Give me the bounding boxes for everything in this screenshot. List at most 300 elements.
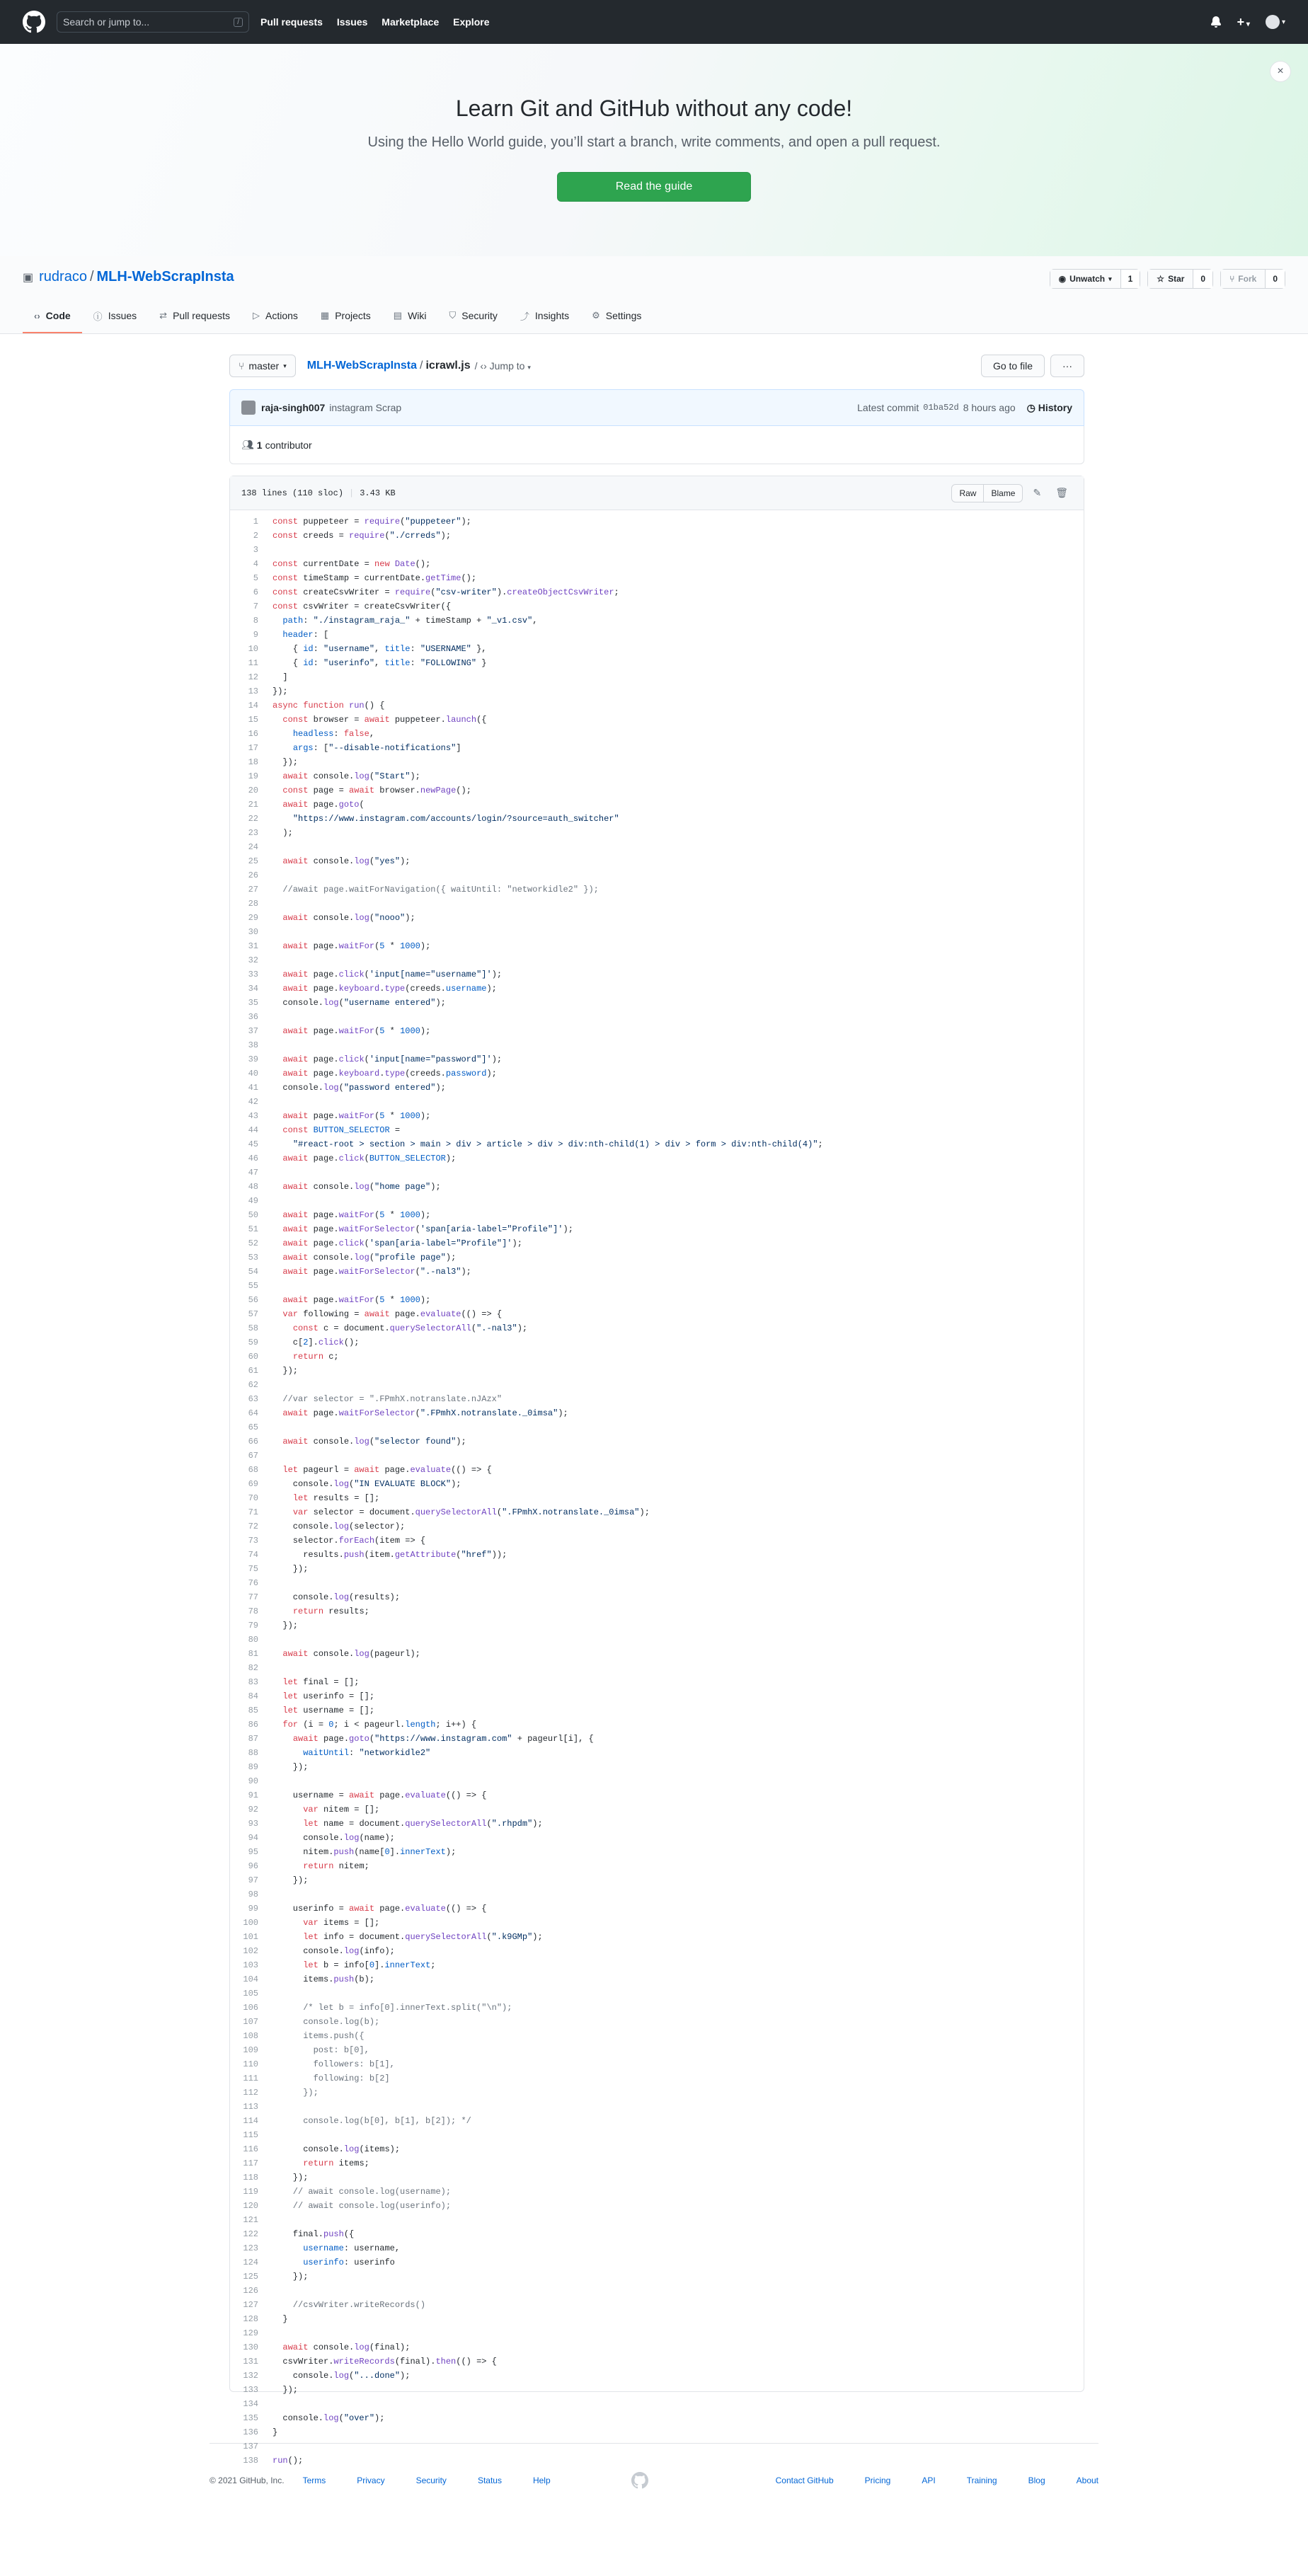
- line-number[interactable]: 97: [248, 1875, 258, 1885]
- avatar: [1266, 15, 1280, 29]
- code-token: run: [272, 2456, 288, 2466]
- line-number[interactable]: 111: [243, 2074, 258, 2083]
- line-number[interactable]: 138: [243, 2456, 258, 2466]
- line-number[interactable]: 86: [248, 1720, 258, 1730]
- code-line: [230, 967, 1084, 982]
- line-number[interactable]: 102: [243, 1946, 258, 1956]
- line-number[interactable]: 55: [248, 1281, 258, 1291]
- line-number[interactable]: 89: [248, 1762, 258, 1772]
- blame-button[interactable]: Blame: [984, 484, 1023, 502]
- unwatch-button[interactable]: [1050, 269, 1141, 289]
- line-number[interactable]: 45: [248, 1139, 258, 1149]
- code-token: "yes": [374, 856, 401, 866]
- code-token: console.: [313, 913, 355, 923]
- line-number[interactable]: 101: [243, 1932, 258, 1942]
- branch-icon: ⑂: [239, 360, 245, 372]
- code-token: evaluate: [410, 1465, 452, 1475]
- line-number[interactable]: 103: [243, 1960, 258, 1970]
- code-token: [272, 1960, 303, 1970]
- line-code: [265, 2454, 303, 2468]
- line-number[interactable]: 110: [243, 2059, 258, 2069]
- line-number[interactable]: 52: [248, 1238, 258, 1248]
- line-number[interactable]: 108: [243, 2031, 258, 2041]
- code-token: waitFor: [338, 1210, 375, 1220]
- code-token: following: b[2]: [272, 2074, 390, 2083]
- tab-actions[interactable]: [241, 299, 309, 333]
- line-number[interactable]: 135: [243, 2413, 258, 2423]
- star-button[interactable]: [1147, 269, 1213, 289]
- line-number[interactable]: 1: [253, 517, 258, 527]
- footer-link-blog[interactable]: Blog: [1028, 2476, 1045, 2485]
- line-number[interactable]: 130: [243, 2342, 258, 2352]
- line-number[interactable]: 23: [248, 828, 258, 838]
- code-token: await: [282, 1154, 314, 1163]
- code-token: );: [374, 2413, 385, 2423]
- line-number[interactable]: 60: [248, 1352, 258, 1362]
- line-number[interactable]: 56: [248, 1295, 258, 1305]
- line-number[interactable]: 63: [248, 1394, 258, 1404]
- line-number[interactable]: 75: [248, 1564, 258, 1574]
- line-number[interactable]: 61: [248, 1366, 258, 1376]
- line-number[interactable]: 64: [248, 1408, 258, 1418]
- code-token: *: [384, 1295, 401, 1305]
- line-number[interactable]: 122: [243, 2229, 258, 2239]
- line-number[interactable]: 117: [243, 2158, 258, 2168]
- code-token: args: [292, 743, 314, 753]
- line-number[interactable]: 38: [248, 1040, 258, 1050]
- tab-wiki[interactable]: [382, 299, 438, 333]
- code-token: await: [354, 1465, 385, 1475]
- footer-link-status[interactable]: Status: [477, 2476, 502, 2485]
- line-number[interactable]: 4: [253, 559, 258, 569]
- line-number[interactable]: 39: [248, 1054, 258, 1064]
- code-line: [230, 2086, 1084, 2100]
- code-token: [272, 1465, 282, 1475]
- code-token: await: [282, 1182, 314, 1192]
- nav-issues[interactable]: Issues: [336, 16, 368, 28]
- line-number[interactable]: 95: [248, 1847, 258, 1857]
- line-number[interactable]: 10: [248, 644, 258, 654]
- code-line: [230, 1250, 1084, 1265]
- line-number[interactable]: 133: [243, 2385, 258, 2395]
- line-number[interactable]: 137: [243, 2442, 258, 2451]
- code-token: waitFor: [338, 1111, 375, 1121]
- line-number[interactable]: 113: [243, 2102, 258, 2112]
- tab-insights[interactable]: [509, 299, 580, 333]
- code-line: [230, 1732, 1084, 1746]
- go-to-file-button[interactable]: Go to file: [981, 355, 1045, 377]
- divider: |: [349, 488, 355, 498]
- create-new-icon[interactable]: + ▾: [1237, 14, 1250, 29]
- line-code: [265, 2128, 272, 2142]
- line-number[interactable]: 9: [253, 630, 258, 640]
- code-token: let: [282, 1465, 304, 1475]
- line-number[interactable]: 42: [248, 1097, 258, 1107]
- line-number[interactable]: 91: [248, 1790, 258, 1800]
- line-number[interactable]: 73: [248, 1536, 258, 1546]
- line-number[interactable]: 78: [248, 1606, 258, 1616]
- breadcrumb-separator: /: [420, 360, 423, 372]
- tab-pull-requests[interactable]: [148, 299, 241, 333]
- code-token: browser =: [313, 715, 365, 725]
- line-number[interactable]: 93: [248, 1819, 258, 1829]
- github-mark-icon[interactable]: [631, 2472, 648, 2489]
- line-number[interactable]: 96: [248, 1861, 258, 1871]
- close-banner-button[interactable]: ×: [1270, 61, 1291, 82]
- line-number[interactable]: 5: [253, 573, 258, 583]
- line-number[interactable]: 47: [248, 1168, 258, 1178]
- line-number[interactable]: 11: [248, 658, 258, 668]
- jump-to-menu[interactable]: [475, 360, 531, 372]
- footer-link-help[interactable]: Help: [532, 2476, 551, 2485]
- line-number[interactable]: 40: [248, 1069, 258, 1079]
- line-number[interactable]: 20: [248, 786, 258, 795]
- code-token: // await console.log(userinfo);: [272, 2201, 452, 2211]
- pencil-icon[interactable]: ✎: [1033, 487, 1042, 498]
- fork-count[interactable]: 0: [1265, 270, 1285, 288]
- search-input[interactable]: [57, 11, 249, 33]
- line-number[interactable]: 7: [253, 602, 258, 611]
- jump-to-label: Jump to: [489, 360, 525, 372]
- code-token: (: [369, 1437, 375, 1447]
- code-token: {: [272, 644, 304, 654]
- line-number[interactable]: 121: [243, 2215, 258, 2225]
- code-line: [230, 939, 1084, 953]
- line-number[interactable]: 51: [248, 1224, 258, 1234]
- line-number[interactable]: 85: [248, 1706, 258, 1715]
- nav-marketplace[interactable]: Marketplace: [382, 16, 440, 28]
- code-token: );: [405, 913, 415, 923]
- line-number[interactable]: 6: [253, 587, 258, 597]
- code-line: [230, 953, 1084, 967]
- line-number[interactable]: 71: [248, 1507, 258, 1517]
- tab-projects[interactable]: [309, 299, 382, 333]
- code-token: [272, 729, 293, 739]
- code-line: [230, 1066, 1084, 1081]
- line-number[interactable]: 90: [248, 1776, 258, 1786]
- line-number[interactable]: 62: [248, 1380, 258, 1390]
- line-number[interactable]: 116: [243, 2144, 258, 2154]
- code-line: [230, 1123, 1084, 1137]
- code-line: [230, 1406, 1084, 1420]
- fork-button[interactable]: [1220, 269, 1285, 289]
- footer-link-privacy[interactable]: Privacy: [357, 2476, 385, 2485]
- bell-icon[interactable]: [1210, 16, 1222, 28]
- file-actions: [951, 484, 1072, 502]
- contributors-bar[interactable]: [229, 426, 1084, 464]
- code-token: console.: [313, 856, 355, 866]
- line-number[interactable]: 67: [248, 1451, 258, 1461]
- user-menu[interactable]: [1266, 15, 1285, 29]
- line-number[interactable]: 12: [248, 672, 258, 682]
- trash-icon[interactable]: 🗑︎: [1055, 487, 1068, 498]
- line-number[interactable]: 14: [248, 701, 258, 711]
- line-number[interactable]: 87: [248, 1734, 258, 1744]
- line-number[interactable]: 33: [248, 970, 258, 979]
- code-token: ".k9GMp": [491, 1932, 533, 1942]
- code-token: await: [282, 1295, 314, 1305]
- line-number[interactable]: 84: [248, 1691, 258, 1701]
- code-token: 1000: [400, 1210, 420, 1220]
- line-number[interactable]: 76: [248, 1578, 258, 1588]
- line-number[interactable]: 127: [243, 2300, 258, 2310]
- line-number[interactable]: 17: [248, 743, 258, 753]
- line-number[interactable]: 128: [243, 2314, 258, 2324]
- repo-owner-link[interactable]: rudraco: [39, 269, 87, 284]
- line-number[interactable]: 104: [243, 1974, 258, 1984]
- repo-name-link[interactable]: MLH-WebScrapInsta: [96, 269, 234, 284]
- slash-hotkey-icon: /: [234, 18, 243, 27]
- branch-select[interactable]: [229, 355, 296, 377]
- line-code: [265, 2156, 369, 2170]
- line-number[interactable]: 31: [248, 941, 258, 951]
- line-code: [265, 939, 430, 953]
- footer-link-pricing[interactable]: Pricing: [864, 2476, 891, 2485]
- watch-count[interactable]: 1: [1120, 270, 1140, 288]
- line-number[interactable]: 32: [248, 955, 258, 965]
- line-number[interactable]: 3: [253, 545, 258, 555]
- code-token: const: [272, 531, 304, 541]
- line-number[interactable]: 44: [248, 1125, 258, 1135]
- code-line: [230, 1944, 1084, 1958]
- code-token: :: [333, 729, 344, 739]
- code-token: :: [313, 658, 324, 668]
- line-number[interactable]: 29: [248, 913, 258, 923]
- github-logo-icon[interactable]: [23, 11, 45, 33]
- code-token: );: [563, 1224, 573, 1234]
- star-icon: ☆: [1157, 274, 1165, 284]
- line-number[interactable]: 115: [243, 2130, 258, 2140]
- line-number[interactable]: 54: [248, 1267, 258, 1277]
- line-number[interactable]: 15: [248, 715, 258, 725]
- line-number[interactable]: 2: [253, 531, 258, 541]
- footer-link-api[interactable]: API: [922, 2476, 936, 2485]
- line-number[interactable]: 21: [248, 800, 258, 810]
- line-number[interactable]: 28: [248, 899, 258, 909]
- line-number[interactable]: 134: [243, 2399, 258, 2409]
- line-number[interactable]: 124: [243, 2258, 258, 2267]
- code-token: [272, 630, 282, 640]
- line-number[interactable]: 79: [248, 1621, 258, 1631]
- line-number[interactable]: 65: [248, 1422, 258, 1432]
- line-number[interactable]: 129: [243, 2328, 258, 2338]
- code-token: "./crreds": [389, 531, 441, 541]
- code-token: );: [430, 1182, 441, 1192]
- code-token: await: [282, 1069, 314, 1079]
- line-number[interactable]: 18: [248, 757, 258, 767]
- code-token: *: [384, 1111, 401, 1121]
- footer-link-contact[interactable]: Contact GitHub: [775, 2476, 834, 2485]
- line-number[interactable]: 35: [248, 998, 258, 1008]
- tab-settings[interactable]: [580, 299, 653, 333]
- code-token: await: [282, 1224, 314, 1234]
- avatar[interactable]: [241, 401, 256, 415]
- commit-sha[interactable]: 01ba52d: [923, 403, 959, 413]
- line-number[interactable]: 81: [248, 1649, 258, 1659]
- line-number[interactable]: 106: [243, 2003, 258, 2013]
- code-token: /* let b = info[0].innerText.split("\n");: [272, 2003, 512, 2013]
- raw-button[interactable]: Raw: [951, 484, 984, 502]
- line-number[interactable]: 109: [243, 2045, 258, 2055]
- line-code: [265, 1208, 430, 1222]
- tab-code[interactable]: [23, 299, 82, 333]
- line-number[interactable]: 57: [248, 1309, 258, 1319]
- tab-issues[interactable]: [82, 299, 148, 333]
- code-token: log: [354, 771, 369, 781]
- line-number[interactable]: 92: [248, 1805, 258, 1815]
- line-number[interactable]: 66: [248, 1437, 258, 1447]
- line-number[interactable]: 98: [248, 1890, 258, 1899]
- header-actions: [1210, 15, 1285, 30]
- code-token: ].: [389, 1847, 401, 1857]
- code-token: });: [272, 686, 288, 696]
- line-number[interactable]: 41: [248, 1083, 258, 1093]
- code-token: evaluate: [420, 1309, 461, 1319]
- code-token: await: [292, 1734, 324, 1744]
- line-number[interactable]: 136: [243, 2427, 258, 2437]
- line-number[interactable]: 80: [248, 1635, 258, 1645]
- line-number[interactable]: 125: [243, 2272, 258, 2282]
- code-line: [230, 1434, 1084, 1449]
- tab-security[interactable]: [438, 299, 509, 333]
- more-options-button[interactable]: ···: [1050, 355, 1084, 377]
- line-number[interactable]: 132: [243, 2371, 258, 2381]
- line-number[interactable]: 105: [243, 1989, 258, 1999]
- code-token: log: [333, 1522, 350, 1531]
- line-number[interactable]: 70: [248, 1493, 258, 1503]
- code-token: 2: [303, 1338, 309, 1347]
- file-nav-actions: [981, 355, 1084, 377]
- code-token: querySelectorAll: [415, 1507, 497, 1517]
- line-number[interactable]: 50: [248, 1210, 258, 1220]
- code-line: [230, 2043, 1084, 2057]
- code-token: await: [364, 715, 395, 725]
- line-number[interactable]: 46: [248, 1154, 258, 1163]
- line-number[interactable]: 112: [243, 2088, 258, 2098]
- line-number[interactable]: 68: [248, 1465, 258, 1475]
- line-number[interactable]: 131: [243, 2357, 258, 2367]
- line-number[interactable]: 43: [248, 1111, 258, 1121]
- line-number[interactable]: 48: [248, 1182, 258, 1192]
- code-line: [230, 925, 1084, 939]
- line-number[interactable]: 24: [248, 842, 258, 852]
- line-code: [265, 2086, 319, 2100]
- footer-link-terms[interactable]: Terms: [302, 2476, 326, 2485]
- code-token: );: [400, 856, 411, 866]
- footer-link-security[interactable]: Security: [415, 2476, 447, 2485]
- footer-link-about[interactable]: About: [1076, 2476, 1098, 2485]
- line-number[interactable]: 26: [248, 870, 258, 880]
- line-number[interactable]: 126: [243, 2286, 258, 2296]
- line-number[interactable]: 74: [248, 1550, 258, 1560]
- line-number[interactable]: 69: [248, 1479, 258, 1489]
- line-number[interactable]: 53: [248, 1253, 258, 1263]
- commit-author[interactable]: raja-singh007: [261, 402, 326, 413]
- code-token: const: [272, 559, 304, 569]
- breadcrumb: [307, 360, 471, 372]
- line-number[interactable]: 36: [248, 1012, 258, 1022]
- read-guide-button[interactable]: Read the guide: [557, 172, 751, 202]
- code-line: [230, 1081, 1084, 1095]
- line-number[interactable]: 107: [243, 2017, 258, 2027]
- code-token: [272, 1111, 282, 1121]
- footer-link-training[interactable]: Training: [966, 2476, 997, 2485]
- line-number[interactable]: 58: [248, 1323, 258, 1333]
- line-code: [265, 1307, 502, 1321]
- history-link[interactable]: [1027, 402, 1072, 414]
- line-number[interactable]: 19: [248, 771, 258, 781]
- line-number[interactable]: 118: [243, 2173, 258, 2183]
- line-number[interactable]: 119: [243, 2187, 258, 2197]
- code-token: header: [282, 630, 314, 640]
- code-token: push: [333, 1847, 355, 1857]
- nav-explore[interactable]: Explore: [453, 16, 490, 28]
- code-line: [230, 2284, 1084, 2298]
- line-number[interactable]: 77: [248, 1592, 258, 1602]
- line-number[interactable]: 82: [248, 1663, 258, 1673]
- line-number[interactable]: 123: [243, 2243, 258, 2253]
- nav-pull-requests[interactable]: Pull requests: [260, 16, 323, 28]
- line-code: [265, 2029, 365, 2043]
- code-token: username: [445, 984, 487, 994]
- line-number[interactable]: 94: [248, 1833, 258, 1843]
- line-number[interactable]: 49: [248, 1196, 258, 1206]
- code-line: [230, 698, 1084, 713]
- line-number[interactable]: 59: [248, 1338, 258, 1347]
- code-line: [230, 1236, 1084, 1250]
- code-token: );: [532, 1819, 543, 1829]
- line-number[interactable]: 99: [248, 1904, 258, 1914]
- breadcrumb-repo-link[interactable]: MLH-WebScrapInsta: [306, 360, 418, 372]
- code-token: page.: [313, 1111, 339, 1121]
- line-code: [265, 1123, 400, 1137]
- code-token: [272, 1918, 303, 1928]
- line-number[interactable]: 27: [248, 885, 258, 895]
- code-line: [230, 1576, 1084, 1590]
- code-token: ".rhpdm": [491, 1819, 533, 1829]
- line-number[interactable]: 13: [248, 686, 258, 696]
- commit-message[interactable]: instagram Scrap: [329, 402, 402, 413]
- code-token: log: [354, 1649, 369, 1659]
- code-token: );: [491, 970, 503, 979]
- code-token: page.: [313, 970, 339, 979]
- line-number[interactable]: 30: [248, 927, 258, 937]
- line-number[interactable]: 120: [243, 2201, 258, 2211]
- code-line: [230, 996, 1084, 1010]
- line-number[interactable]: 100: [243, 1918, 258, 1928]
- line-number[interactable]: 34: [248, 984, 258, 994]
- line-code: [265, 1703, 374, 1718]
- line-number[interactable]: 8: [253, 616, 258, 626]
- line-number[interactable]: 22: [248, 814, 258, 824]
- star-count[interactable]: 0: [1193, 270, 1212, 288]
- line-number[interactable]: 72: [248, 1522, 258, 1531]
- code-token: userinfo = [];: [303, 1691, 375, 1701]
- line-number[interactable]: 88: [248, 1748, 258, 1758]
- line-number[interactable]: 37: [248, 1026, 258, 1036]
- code-line: [230, 1166, 1084, 1180]
- code-line: [230, 1661, 1084, 1675]
- code-line: [230, 1718, 1084, 1732]
- line-number[interactable]: 25: [248, 856, 258, 866]
- code-line: [230, 656, 1084, 670]
- line-number[interactable]: 114: [243, 2116, 258, 2126]
- line-number[interactable]: 83: [248, 1677, 258, 1687]
- line-number[interactable]: 16: [248, 729, 258, 739]
- code-token: id: [303, 658, 314, 668]
- code-token: () {: [364, 701, 385, 711]
- code-token: var: [303, 1918, 324, 1928]
